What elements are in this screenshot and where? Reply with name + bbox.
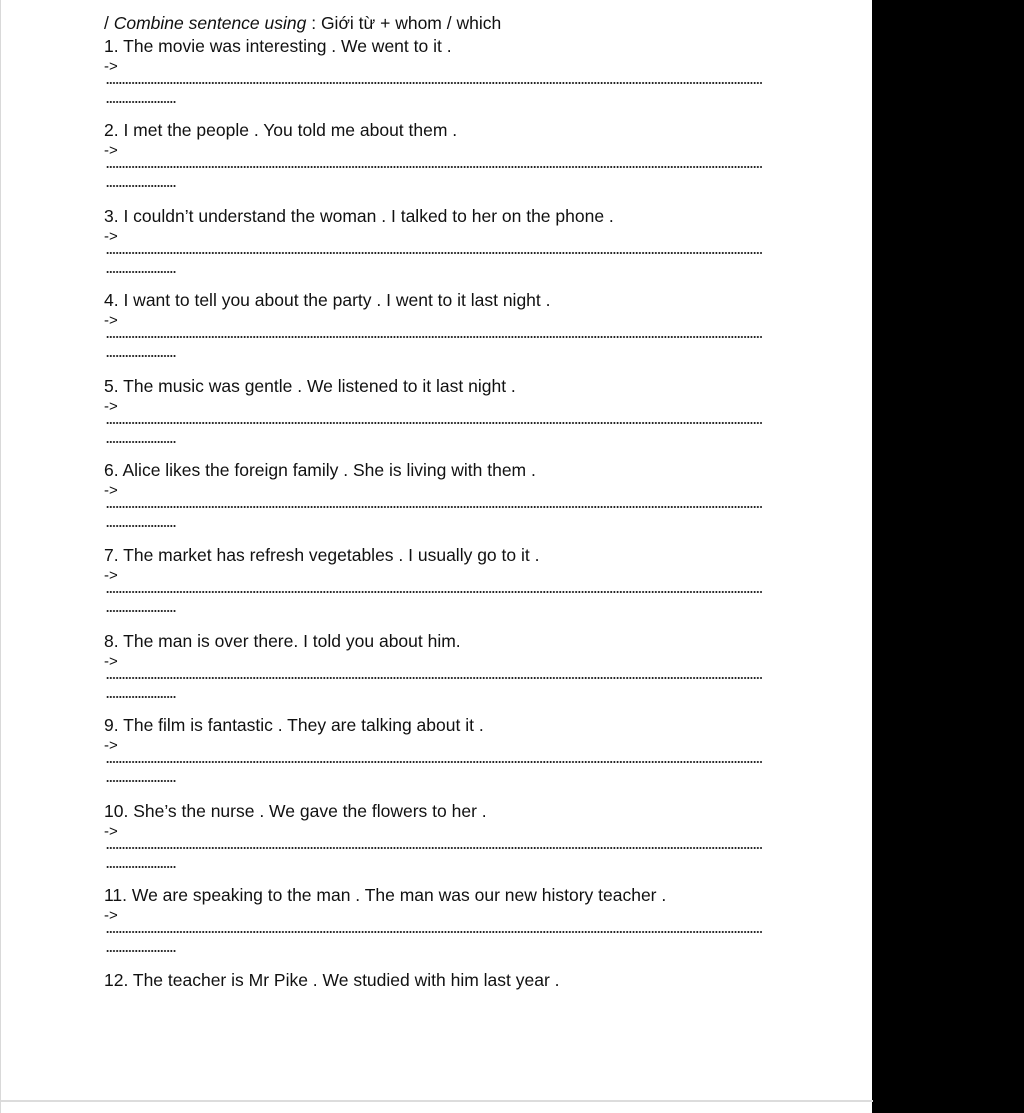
exercise-item-12 xyxy=(104,970,764,1056)
answer-line-continuation xyxy=(106,696,176,698)
exercise-item-2 xyxy=(104,120,764,206)
question-text: 1. The movie was interesting . We went to it . xyxy=(104,36,452,56)
exercise-item-3 xyxy=(104,206,764,292)
answer-arrow: -> xyxy=(104,398,118,415)
question-text: 5. The music was gentle . We listened to it last night . xyxy=(104,376,516,396)
answer-line-continuation xyxy=(106,355,176,357)
heading-italic: Combine sentence using xyxy=(113,13,307,33)
answer-line-continuation xyxy=(106,525,176,527)
exercise-item-5 xyxy=(104,376,764,462)
page-bottom-border xyxy=(1,1100,873,1102)
answer-arrow: -> xyxy=(104,482,118,499)
exercise-item-9 xyxy=(104,715,764,801)
question-text: 12. The teacher is Mr Pike . We studied with him last year . xyxy=(104,970,560,990)
question-text: 10. She’s the nurse . We gave the flowers to her . xyxy=(104,801,487,821)
answer-arrow: -> xyxy=(104,823,118,840)
answer-arrow: -> xyxy=(104,653,118,670)
answer-line xyxy=(106,82,762,84)
exercise-item-7 xyxy=(104,545,764,631)
answer-line xyxy=(106,506,762,508)
answer-line-continuation xyxy=(106,271,176,273)
answer-line xyxy=(106,166,762,168)
answer-line xyxy=(106,422,762,424)
question-text: 6. Alice likes the foreign family . She is living with them . xyxy=(104,460,536,480)
answer-line xyxy=(106,336,762,338)
answer-line-continuation xyxy=(106,780,176,782)
exercise-item-1 xyxy=(104,36,764,122)
exercise-item-6 xyxy=(104,460,764,546)
question-text: 11. We are speaking to the man . The man was our new history teacher . xyxy=(104,885,667,905)
answer-line xyxy=(106,847,762,849)
exercise-heading xyxy=(104,13,501,34)
question-text: 7. The market has refresh vegetables . I usually go to it . xyxy=(104,545,540,565)
exercise-item-11 xyxy=(104,885,764,971)
answer-arrow: -> xyxy=(104,737,118,754)
answer-line xyxy=(106,252,762,254)
answer-line-continuation xyxy=(106,185,176,187)
answer-line xyxy=(106,931,762,933)
heading-rest: : Giới từ + whom / which xyxy=(306,13,502,33)
exercise-item-10 xyxy=(104,801,764,887)
question-text: 8. The man is over there. I told you about him. xyxy=(104,631,461,651)
question-text: 2. I met the people . You told me about them . xyxy=(104,120,458,140)
answer-arrow: -> xyxy=(104,142,118,159)
heading-prefix: / xyxy=(104,13,114,33)
answer-line-continuation xyxy=(106,101,176,103)
answer-line xyxy=(106,677,762,679)
answer-line xyxy=(106,591,762,593)
answer-arrow: -> xyxy=(104,228,118,245)
answer-line-continuation xyxy=(106,610,176,612)
question-text: 3. I couldn’t understand the woman . I talked to her on the phone . xyxy=(104,206,614,226)
exercise-item-4 xyxy=(104,290,764,376)
answer-line-continuation xyxy=(106,441,176,443)
answer-arrow: -> xyxy=(104,58,118,75)
question-text: 4. I want to tell you about the party . I went to it last night . xyxy=(104,290,551,310)
answer-line-continuation xyxy=(106,950,176,952)
answer-line xyxy=(106,761,762,763)
answer-arrow: -> xyxy=(104,312,118,329)
exercise-item-8 xyxy=(104,631,764,717)
answer-line-continuation xyxy=(106,866,176,868)
answer-arrow: -> xyxy=(104,907,118,924)
answer-arrow: -> xyxy=(104,567,118,584)
question-text: 9. The film is fantastic . They are talking about it . xyxy=(104,715,484,735)
